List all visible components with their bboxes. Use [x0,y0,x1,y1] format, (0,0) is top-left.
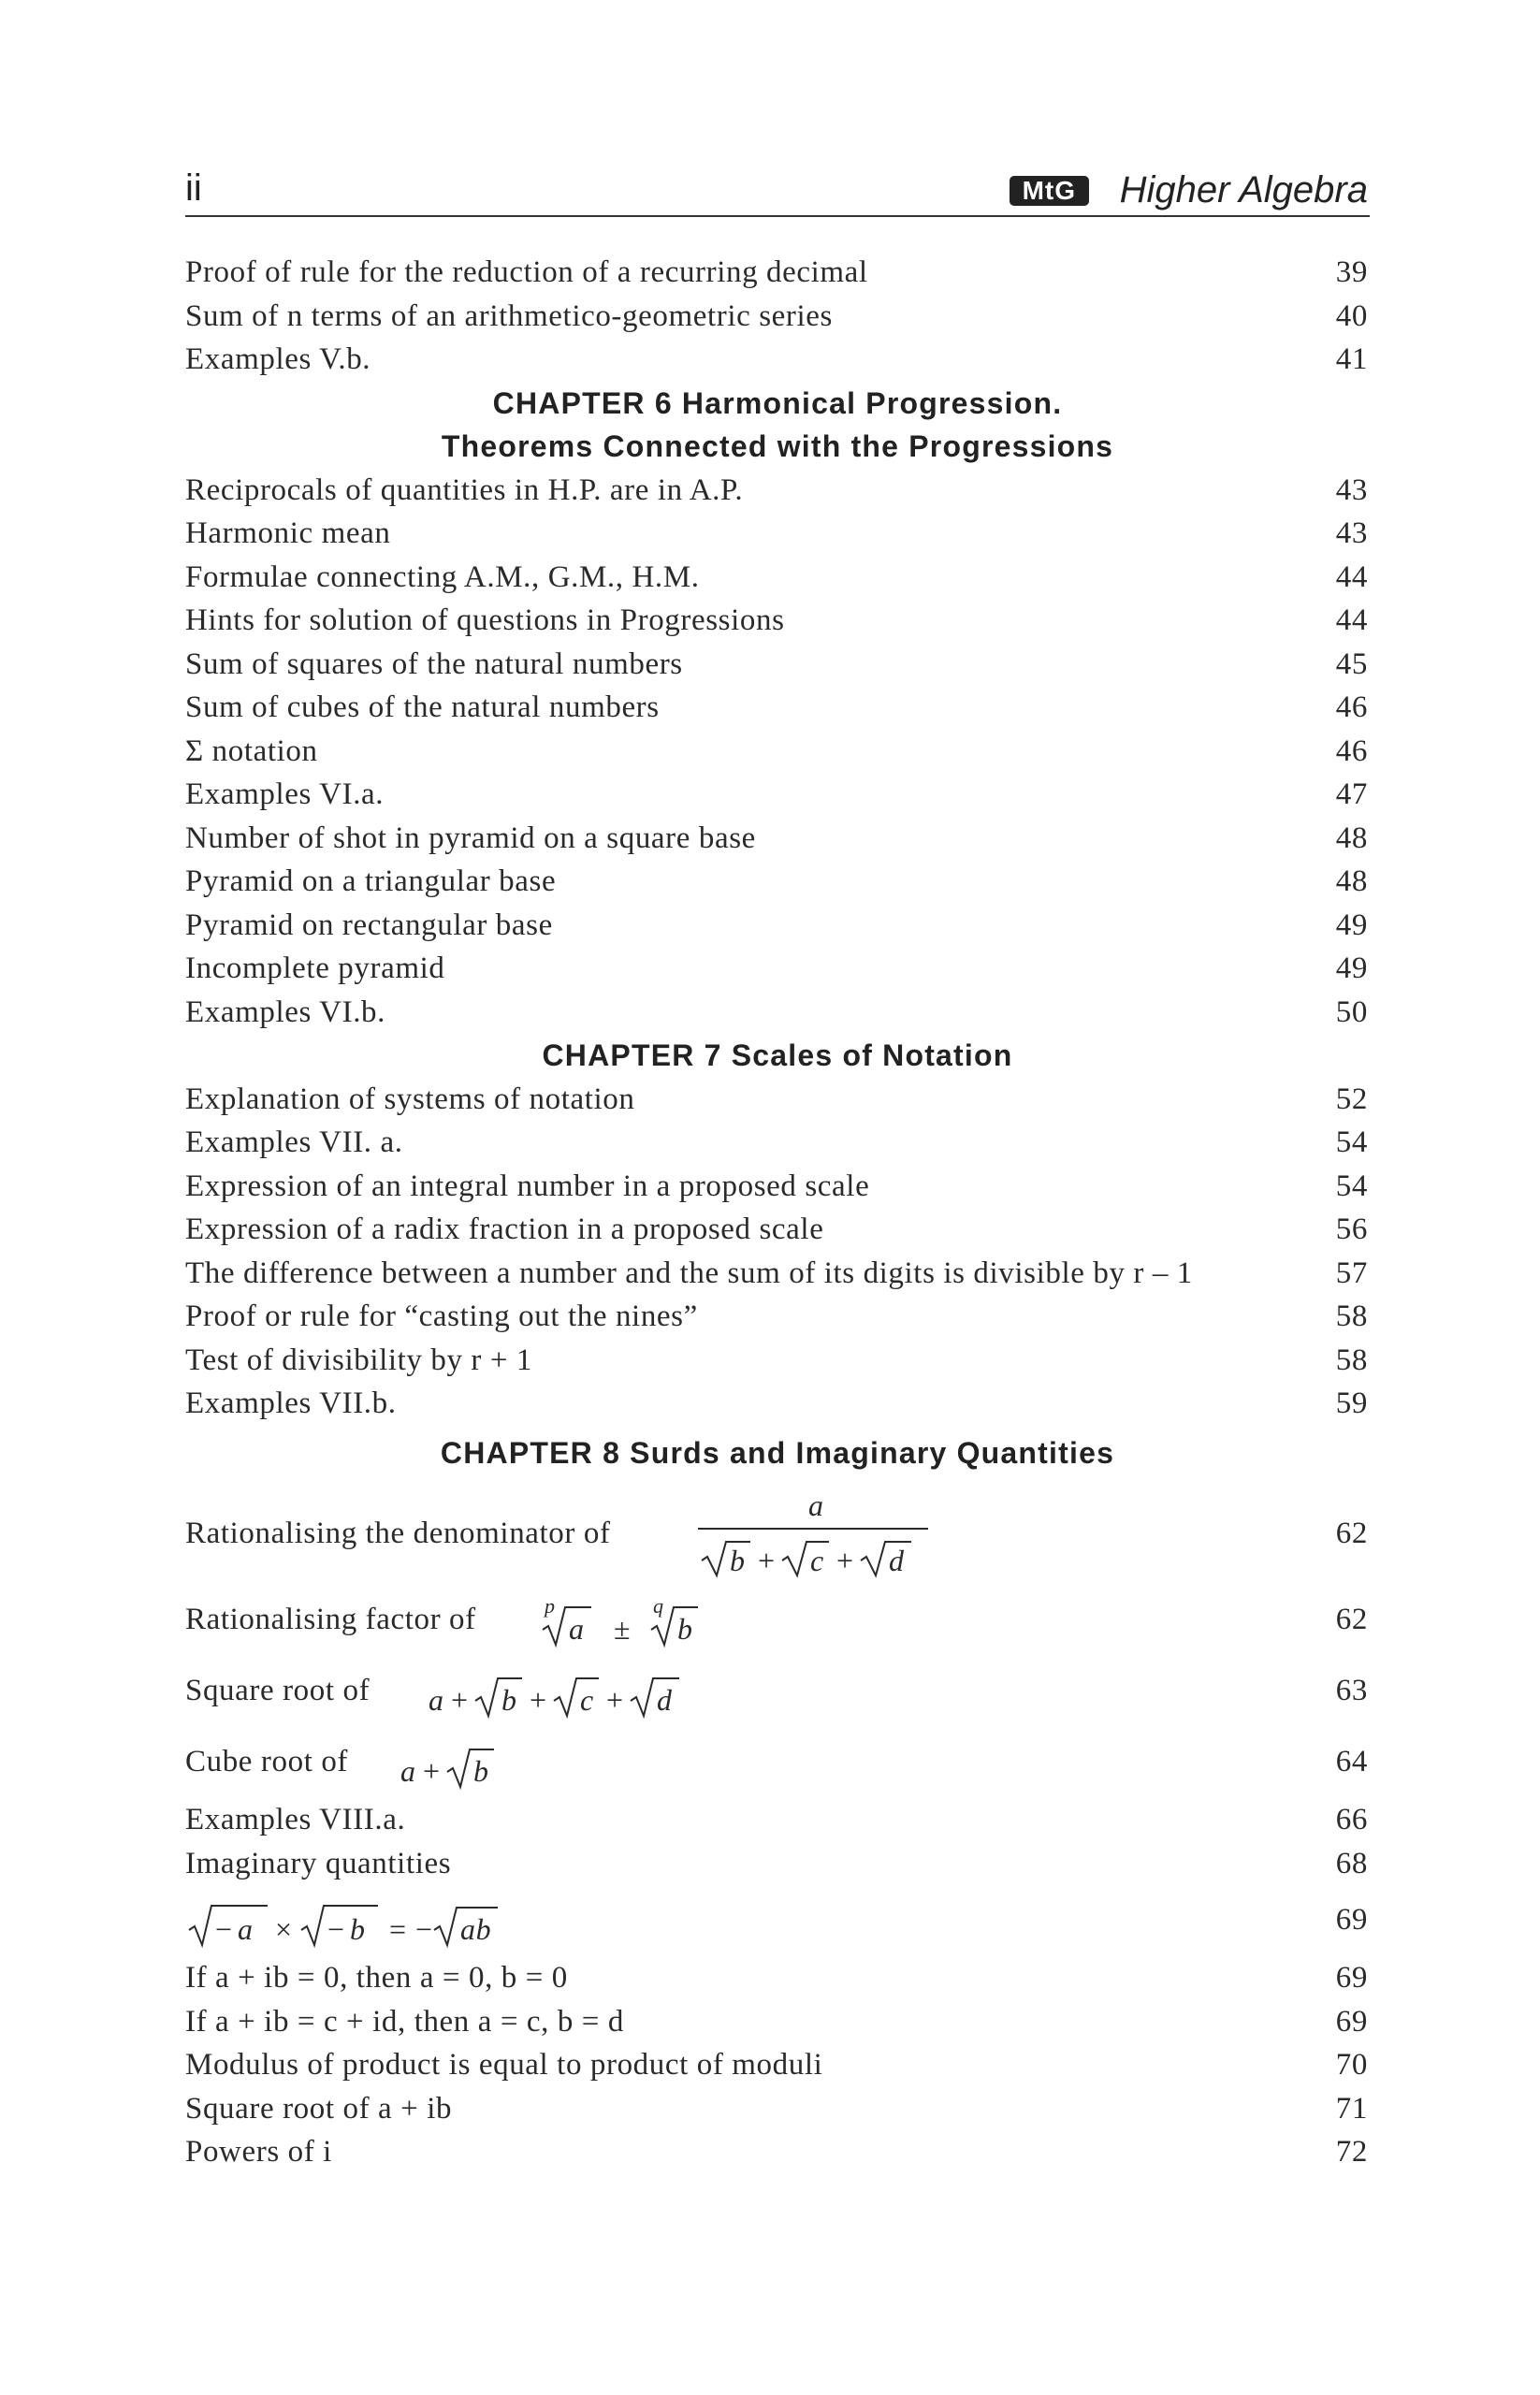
toc-entry: Examples V.b. 41 [185,342,1368,376]
svg-text:a: a [429,1683,444,1717]
svg-text:b: b [730,1544,746,1577]
svg-text:+: + [423,1754,441,1788]
fraction-formula [696,1482,939,1585]
svg-text:−: − [327,1912,345,1946]
svg-text:a: a [238,1912,254,1946]
toc-entry: Imaginary quantities 68 [185,1846,1368,1880]
svg-text:+: + [758,1544,776,1577]
svg-text:q: q [653,1594,664,1618]
toc-entry: Formulae connecting A.M., G.M., H.M. 44 [185,559,1368,594]
toc-entry: Rationalising the denominator of a b + c + d 62 [185,1482,1370,1585]
toc-entry: Test of divisibility by r + 1 58 [185,1343,1368,1377]
svg-text:−: − [415,1912,433,1946]
toc-entry: Sum of n terms of an arithmetico-geometric series 40 [185,298,1368,333]
toc-entry: Pyramid on a triangular base 48 [185,864,1368,898]
svg-text:−: − [215,1912,233,1946]
toc-entry: Examples VII.b. 59 [185,1386,1368,1420]
toc-entry: Hints for solution of questions in Progressions 44 [185,603,1368,637]
toc-entry: Reciprocals of quantities in H.P. are in A.P. 43 [185,472,1368,507]
toc-entry: The difference between a number and the sum of its digits is divisible by r – 1 57 [185,1256,1368,1290]
svg-text:d: d [657,1683,673,1717]
svg-text:±: ± [614,1612,632,1646]
svg-text:a: a [400,1754,416,1788]
svg-text:p: p [545,1594,556,1618]
toc-entry: Incomplete pyramid 49 [185,951,1368,985]
page-number: ii [185,167,202,209]
chapter-8-heading: CHAPTER 8 Surds and Imaginary Quantities [440,1435,1115,1470]
svg-text:=: = [389,1912,407,1946]
toc-entry: Number of shot in pyramid on a square base 48 [185,820,1368,855]
toc-entry: Examples VII. a. 54 [185,1125,1368,1159]
toc-entry: Rationalising factor of p a ± q b 62 [185,1585,1370,1656]
toc-entry: Explanation of systems of notation 52 [185,1081,1368,1116]
toc-entry: Examples VI.a. 47 [185,777,1368,811]
radical-formula [425,1656,724,1727]
svg-text:b: b [350,1912,366,1946]
toc-entry: If a + ib = c + id, then a = c, b = d 69 [185,2004,1368,2039]
toc-entry: Sum of squares of the natural numbers 45 [185,646,1368,681]
svg-text:×: × [275,1912,293,1946]
radical-formula [539,1585,726,1656]
toc-entry: Examples VIII.a. 66 [185,1803,1368,1836]
svg-text:a: a [569,1612,585,1646]
toc-entry: Pyramid on rectangular base 49 [185,907,1368,942]
toc-entry: Proof of rule for the reduction of a recurring decimal 39 [185,255,1368,289]
svg-text:a: a [808,1488,824,1522]
toc-entry: Square root of a + ib 71 [185,2091,1368,2126]
toc-entry: Sum of cubes of the natural numbers 46 [185,690,1368,724]
toc-entry: If a + ib = 0, then a = 0, b = 0 69 [185,1961,1368,1995]
toc-entry: Cube root of a + b 64 [185,1727,1370,1798]
book-title: Higher Algebra [1119,169,1368,210]
toc-entry: Harmonic mean 43 [185,516,1368,550]
radical-formula [185,1885,522,1956]
svg-text:b: b [473,1754,489,1788]
publisher-logo: MtG [1010,176,1089,206]
svg-text:c: c [580,1683,594,1717]
chapter-6-subheading: Theorems Connected with the Progressions [441,429,1114,463]
toc-entry: Expression of an integral number in a proposed scale 54 [185,1168,1368,1203]
svg-text:d: d [889,1544,905,1577]
table-of-contents [185,251,1370,2174]
toc-entry: Expression of a radix fraction in a proposed scale 56 [185,1212,1368,1246]
chapter-7-heading: CHAPTER 7 Scales of Notation [542,1038,1013,1072]
svg-text:c: c [810,1544,824,1577]
svg-text:+: + [451,1683,469,1717]
radical-formula [397,1727,546,1798]
svg-text:b: b [501,1683,517,1717]
toc-entry: Proof or rule for “casting out the nines” 58 [185,1299,1368,1333]
toc-entry: − a × − b = − ab 69 [185,1885,1370,1956]
toc-entry: Σ notation 46 [185,733,1368,768]
svg-text:+: + [836,1544,854,1577]
svg-text:+: + [530,1683,547,1717]
toc-entry: Examples VI.b. 50 [185,994,1368,1029]
toc-entry: Modulus of product is equal to product of moduli 70 [185,2048,1368,2082]
svg-text:+: + [606,1683,624,1717]
chapter-6-heading: CHAPTER 6 Harmonical Progression. [492,385,1063,420]
svg-text:ab: ab [460,1912,492,1946]
svg-text:b: b [677,1612,693,1646]
toc-entry: Powers of i 72 [185,2135,1368,2169]
running-header [185,167,1370,217]
toc-entry: Square root of a + b + c + d 63 [185,1656,1370,1727]
